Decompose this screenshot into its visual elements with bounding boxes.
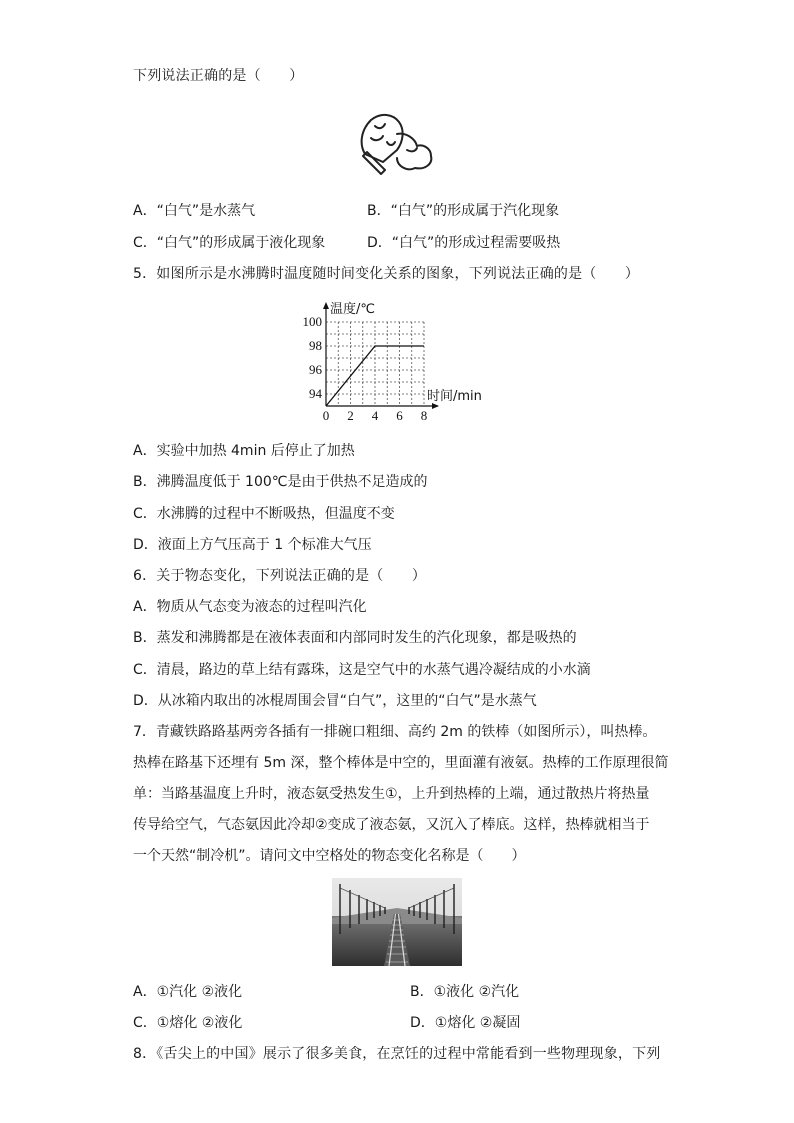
railway-photo: [332, 878, 462, 966]
q5-option-c: C．水沸腾的过程中不断吸热，但温度不变: [133, 506, 395, 522]
q7-line-1: 7．青藏铁路路基两旁各插有一排碗口粗细、高约 2m 的铁棒（如图所示），叫热棒。: [133, 724, 657, 740]
x-tick-label: 2: [347, 408, 354, 423]
temperature-time-chart: [290, 296, 510, 428]
x-tick-label: 4: [371, 408, 379, 423]
q7-line-5: 一个天然“制冷机”。请问文中空格处的物态变化名称是（ ）: [133, 848, 526, 864]
q4-option-c: C．“白气”的形成属于液化现象: [133, 235, 326, 251]
y-axis-label: 温度/℃: [330, 302, 375, 317]
q5-stem: 5．如图所示是水沸腾时温度随时间变化关系的图象，下列说法正确的是（ ）: [133, 266, 640, 282]
question-intro: 下列说法正确的是（ ）: [133, 68, 304, 84]
q7-line-2: 热棒在路基下还埋有 5m 深，整个棒体是中空的，里面灌有液氨。热棒的工作原理很简: [133, 755, 669, 771]
q7-paragraph: [133, 717, 669, 872]
y-tick-label: 94: [309, 386, 322, 401]
q7-line-4: 传导给空气，气态氨因此冷却②变成了液态氨，又沉入了棒底。这样，热棒就相当于: [133, 817, 650, 833]
q6-option-d: D．从冰箱内取出的冰棍周围会冒“白气”，这里的“白气”是水蒸气: [133, 693, 537, 709]
q6-option-b: B．蒸发和沸腾都是在液体表面和内部同时发生的汽化现象，都是吸热的: [133, 630, 577, 646]
q4-option-a: A．“白气”是水蒸气: [133, 203, 256, 219]
q7-option-b: B．①液化 ②汽化: [410, 984, 520, 1000]
y-tick-label: 100: [302, 314, 322, 329]
q4-option-d: D．“白气”的形成过程需要吸热: [367, 235, 561, 251]
q8-stem: 8．《舌尖上的中国》展示了很多美食，在烹饪的过程中常能看到一些物理现象，下列: [133, 1046, 661, 1062]
q5-option-d: D．液面上方气压高于 1 个标准大气压: [133, 537, 372, 553]
x-axis-label: 时间/min: [427, 389, 482, 404]
y-tick-label: 96: [309, 362, 322, 377]
q6-stem: 6．关于物态变化，下列说法正确的是（ ）: [133, 568, 427, 584]
x-tick-label: 0: [322, 408, 330, 423]
q5-option-b: B．沸腾温度低于 100℃是由于供热不足造成的: [133, 474, 428, 490]
popsicle-icon: [353, 108, 438, 180]
q7-option-c: C．①熔化 ②液化: [133, 1015, 243, 1031]
q7-option-d: D．①熔化 ②凝固: [410, 1015, 521, 1031]
x-tick-label: 8: [420, 408, 428, 423]
q6-option-c: C．清晨，路边的草上结有露珠，这是空气中的水蒸气遇冷凝结成的小水滴: [133, 662, 591, 678]
q6-option-a: A．物质从气态变为液态的过程叫汽化: [133, 599, 367, 615]
y-axis-arrow: [323, 302, 329, 309]
x-tick-label: 6: [396, 408, 403, 423]
y-tick-label: 98: [309, 338, 322, 353]
q5-option-a: A．实验中加热 4min 后停止了加热: [133, 443, 355, 459]
q7-line-3: 单：当路基温度上升时，液态氨受热发生①，上升到热棒的上端，通过散热片将热量: [133, 786, 650, 802]
chart-svg: [290, 296, 510, 428]
railway-photo-graphic: [332, 878, 462, 966]
popsicle-illustration: [353, 108, 438, 180]
q4-option-b: B．“白气”的形成属于汽化现象: [367, 203, 560, 219]
q7-option-a: A．①汽化 ②液化: [133, 984, 243, 1000]
